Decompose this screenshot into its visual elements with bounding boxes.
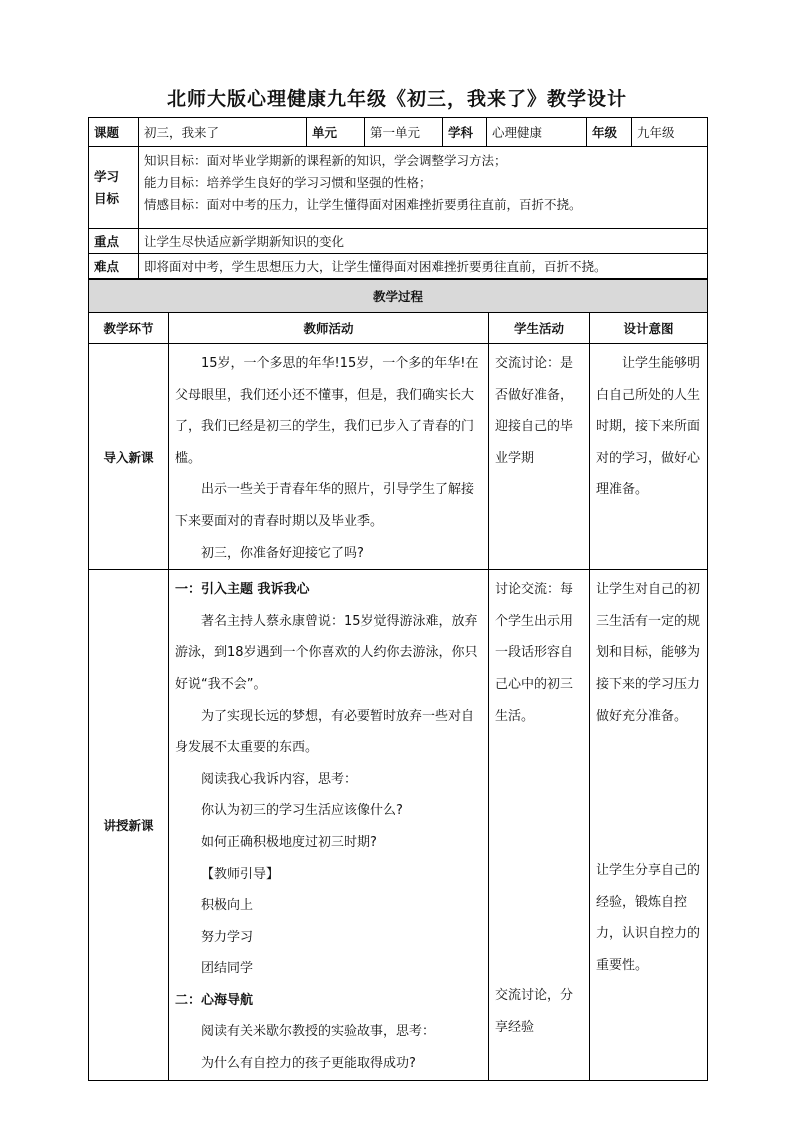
lecture-teacher [169,570,489,1081]
lecture-guide-item-2: 努力学习 [201,929,254,945]
lecture-intent [590,570,708,1081]
lecture-question-3: 为什么有自控力的孩子更能取得成功? [201,1056,416,1072]
intro-stage: 导入新课 [89,344,169,570]
lecture-student-1: 讨论交流：每个学生出示用一段话形容自己心中的初三生活。 [495,582,574,724]
info-row-objectives [89,147,708,229]
process-table [88,279,708,1081]
process-header-row [89,280,708,313]
process-header: 教学过程 [89,280,708,313]
intro-student: 交流讨论：是否做好准备，迎接自己的毕业学期 [489,344,590,570]
lecture-student [489,570,590,1081]
lecture-read-1: 阅读我心我诉内容，思考： [201,771,358,787]
objective-ability: 能力目标：培养学生良好的学习习惯和坚强的性格； [144,175,432,190]
grade-label: 年级 [587,118,632,147]
objective-emotion: 情感目标：面对中考的压力，让学生懂得面对困难挫折要勇往直前，百折不挠。 [144,197,582,212]
lecture-stage: 讲授新课 [89,570,169,1081]
col-student: 学生活动 [489,313,590,344]
info-row-difficulty [89,254,708,279]
info-row-focus [89,229,708,254]
lecture-question-2: 如何正确积极地度过初三时期? [201,834,377,850]
intro-teacher-para-1: 15岁，一个多思的年华!15岁，一个多的年华!在父母眼里，我们还小还不懂事，但是，我们确实长大了，我们已经是初三的学生，我们已步入了青春的门槛。 [175,356,479,466]
lecture-para-2: 为了实现长远的梦想，有必要暂时放弃一些对自身发展不太重要的东西。 [175,708,475,756]
page-title: 北师大版心理健康九年级《初三，我来了》教学设计 [166,88,627,110]
lecture-guide: 【教师引导】 [201,866,280,882]
unit-label: 单元 [307,118,365,147]
lecture-student-2: 交流讨论，分享经验 [495,988,574,1035]
objective-knowledge: 知识目标：面对毕业学期新的课程新的知识，学会调整学习方法； [144,153,507,168]
grade-value: 九年级 [632,118,708,147]
difficulty-value: 即将面对中考，学生思想压力大，让学生懂得面对困难挫折要勇往直前，百折不挠。 [139,254,708,279]
lecture-heading-2: 二：心海导航 [175,992,254,1008]
info-row-topic [89,118,708,147]
intro-row [89,344,708,570]
column-header-row [89,313,708,344]
intro-teacher [169,344,489,570]
intro-teacher-para-3: 初三，你准备好迎接它了吗? [201,545,364,561]
subject-label: 学科 [443,118,487,147]
lecture-para-1: 著名主持人蔡永康曾说：15岁觉得游泳难，放弃游泳，到18岁遇到一个你喜欢的人约你去游泳，你只好说“我不会”。 [175,613,478,692]
objectives-list [139,147,708,229]
lecture-question-1: 你认为初三的学习生活应该像什么? [201,803,403,819]
subject-value: 心理健康 [487,118,587,147]
intro-teacher-para-2: 出示一些关于青春年华的照片，引导学生了解接下来要面对的青春时期以及毕业季。 [175,482,475,529]
topic-value: 初三，我来了 [139,118,307,147]
lecture-row [89,570,708,1081]
objectives-label: 学习 目标 [89,147,139,229]
col-teacher: 教师活动 [169,313,489,344]
info-table [88,117,708,279]
lecture-intent-2: 让学生分享自己的经验，锻炼自控力，认识自控力的重要性。 [596,863,701,973]
difficulty-label: 难点 [89,254,139,279]
lecture-guide-item-3: 团结同学 [201,961,254,977]
col-stage: 教学环节 [89,313,169,344]
lecture-read-2: 阅读有关米歇尔教授的实验故事，思考： [201,1024,436,1040]
unit-value: 第一单元 [365,118,443,147]
col-intent: 设计意图 [590,313,708,344]
lecture-heading-1: 一：引入主题 我诉我心 [175,582,310,598]
lecture-intent-1: 让学生对自己的初三生活有一定的规划和目标，能够为接下来的学习压力做好充分准备。 [596,582,701,724]
topic-label: 课题 [89,118,139,147]
intro-intent: 让学生能够明白自己所处的人生时期，接下来所面对的学习，做好心理准备。 [590,344,708,570]
focus-value: 让学生尽快适应新学期新知识的变化 [139,229,708,254]
lecture-guide-item-1: 积极向上 [201,898,254,914]
focus-label: 重点 [89,229,139,254]
